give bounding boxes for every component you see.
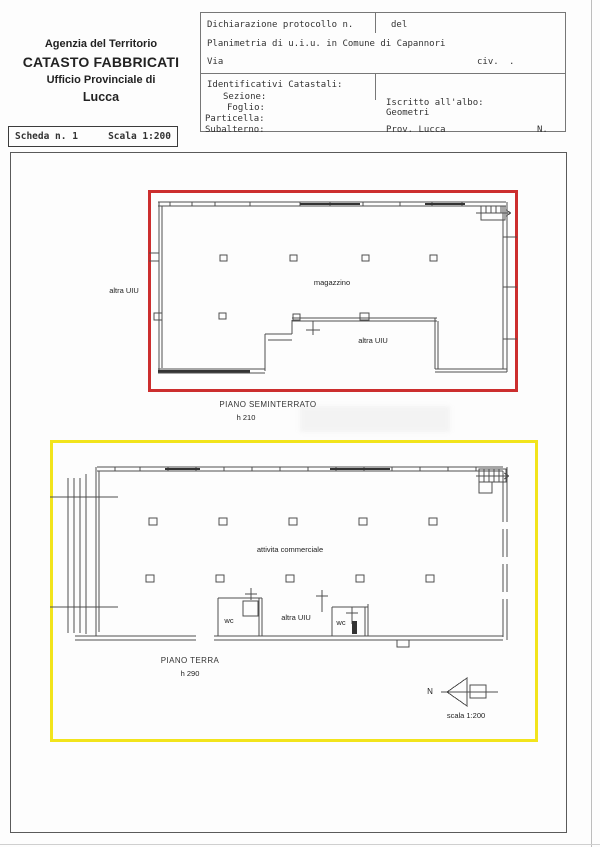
agency-city: Lucca	[82, 90, 120, 104]
scheda-number: Scheda n. 1	[15, 131, 78, 142]
scheda-scale: Scala 1:200	[108, 131, 171, 142]
seminterrato-highlight-frame	[148, 190, 518, 392]
form-via-label: Via	[207, 57, 224, 67]
agency-line: Agenzia del Territorio	[44, 38, 158, 50]
terra-title: PIANO TERRA	[160, 656, 220, 665]
scheda-box	[8, 126, 178, 147]
terra-label-wc-right: wc	[336, 618, 346, 627]
form-foglio-label: Foglio:	[227, 103, 265, 113]
form-civ-dot: .	[509, 57, 515, 67]
form-sezione-label: Sezione:	[223, 92, 267, 102]
form-del-label: del	[391, 20, 408, 30]
terra-height: h 290	[180, 669, 200, 678]
form-prov-label: Prov. Lucca	[386, 125, 446, 135]
terra-label-altra-uiu: altra UIU	[281, 613, 311, 622]
form-identificativi-label: Identificativi Catastali:	[207, 80, 343, 90]
seminterrato-label-altra-uiu-left: altra UIU	[109, 286, 139, 295]
form-iscritto-label: Iscritto all'albo:	[386, 98, 484, 108]
agency-title: CATASTO FABBRICATI	[22, 54, 180, 70]
north-letter: N	[427, 687, 433, 696]
terra-highlight-frame	[50, 440, 538, 742]
bottom-scale-label: scala 1:200	[446, 711, 486, 720]
form-divider	[375, 73, 376, 100]
form-albo-value: Geometri	[386, 108, 430, 118]
scan-bottom-line	[0, 844, 600, 845]
terra-label-wc-left: wc	[224, 616, 234, 625]
seminterrato-title: PIANO SEMINTERRATO	[219, 400, 317, 409]
seminterrato-label-magazzino: magazzino	[313, 278, 351, 287]
agency-header	[10, 36, 192, 106]
form-civ-label: civ.	[477, 57, 499, 67]
form-particella-label: Particella:	[205, 114, 265, 124]
form-divider	[375, 13, 376, 33]
agency-line: Ufficio Provinciale di	[46, 74, 156, 86]
form-divider	[201, 73, 565, 74]
seminterrato-height: h 210	[236, 413, 256, 422]
seminterrato-label-altra-uiu: altra UIU	[358, 336, 388, 345]
declaration-form	[200, 12, 566, 135]
terra-label-attivita: attivita commerciale	[256, 545, 324, 554]
scan-smudge	[300, 406, 450, 432]
form-planimetria-label: Planimetria di u.i.u. in Comune di Capannori	[207, 39, 446, 49]
form-n-label: N.	[537, 125, 548, 135]
form-subalterno-label: Subalterno:	[205, 125, 265, 135]
form-protocollo-label: Dichiarazione protocollo n.	[207, 20, 354, 30]
scan-edge-line	[591, 0, 592, 847]
